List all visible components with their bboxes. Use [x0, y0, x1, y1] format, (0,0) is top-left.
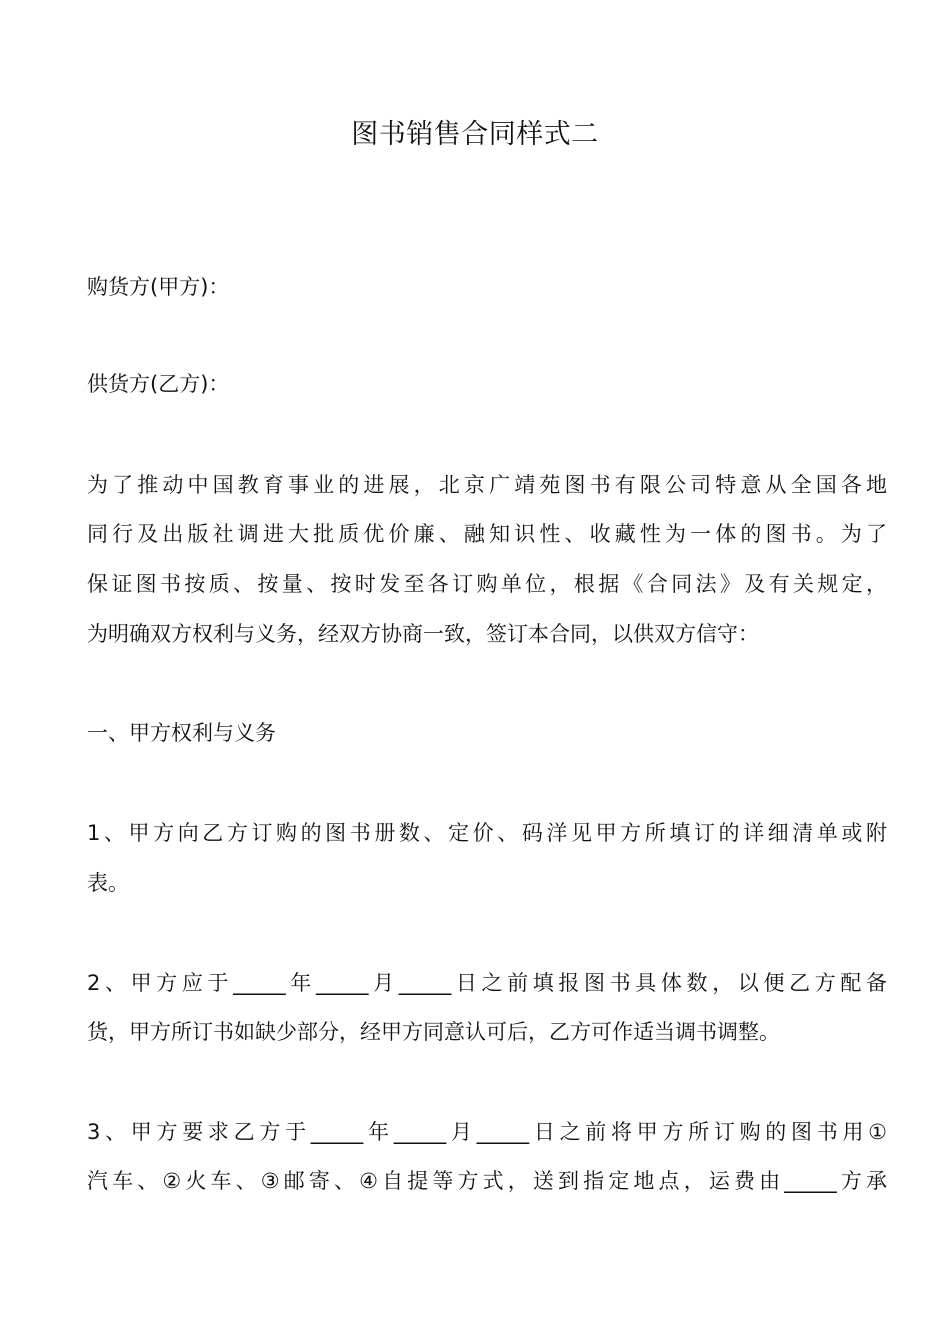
clause-2-line-1: 2、甲方应于_____年_____月_____日之前填报图书具体数，以便乙方配备 [87, 971, 887, 995]
intro-line-1: 为了推动中国教育事业的进展，北京广靖苑图书有限公司特意从全国各地 [87, 473, 887, 497]
seller-label: 供货方(乙方)： [87, 372, 230, 396]
clause-1-line-1: 1、甲方向乙方订购的图书册数、定价、码洋见甲方所填订的详细清单或附 [87, 821, 887, 845]
section-heading-1: 一、甲方权利与义务 [87, 721, 276, 745]
clause-3-line-1: 3、甲方要求乙方于_____年_____月_____日之前将甲方所订购的图书用① [87, 1120, 887, 1144]
intro-line-2: 同行及出版社调进大批质优价廉、融知识性、收藏性为一体的图书。为了 [87, 522, 887, 546]
clause-1-line-2: 表。 [87, 871, 129, 895]
buyer-label: 购货方(甲方)： [87, 275, 230, 299]
document-title: 图书销售合同样式二 [351, 119, 599, 150]
intro-line-3: 保证图书按质、按量、按时发至各订购单位，根据《合同法》及有关规定， [87, 572, 887, 596]
clause-3-line-2: 汽车、②火车、③邮寄、④自提等方式，送到指定地点，运费由_____方承 [87, 1169, 887, 1193]
clause-2-line-2: 货，甲方所订书如缺少部分，经甲方同意认可后，乙方可作适当调书调整。 [87, 1020, 780, 1044]
intro-line-4: 为明确双方权利与义务，经双方协商一致，签订本合同，以供双方信守： [87, 622, 759, 646]
